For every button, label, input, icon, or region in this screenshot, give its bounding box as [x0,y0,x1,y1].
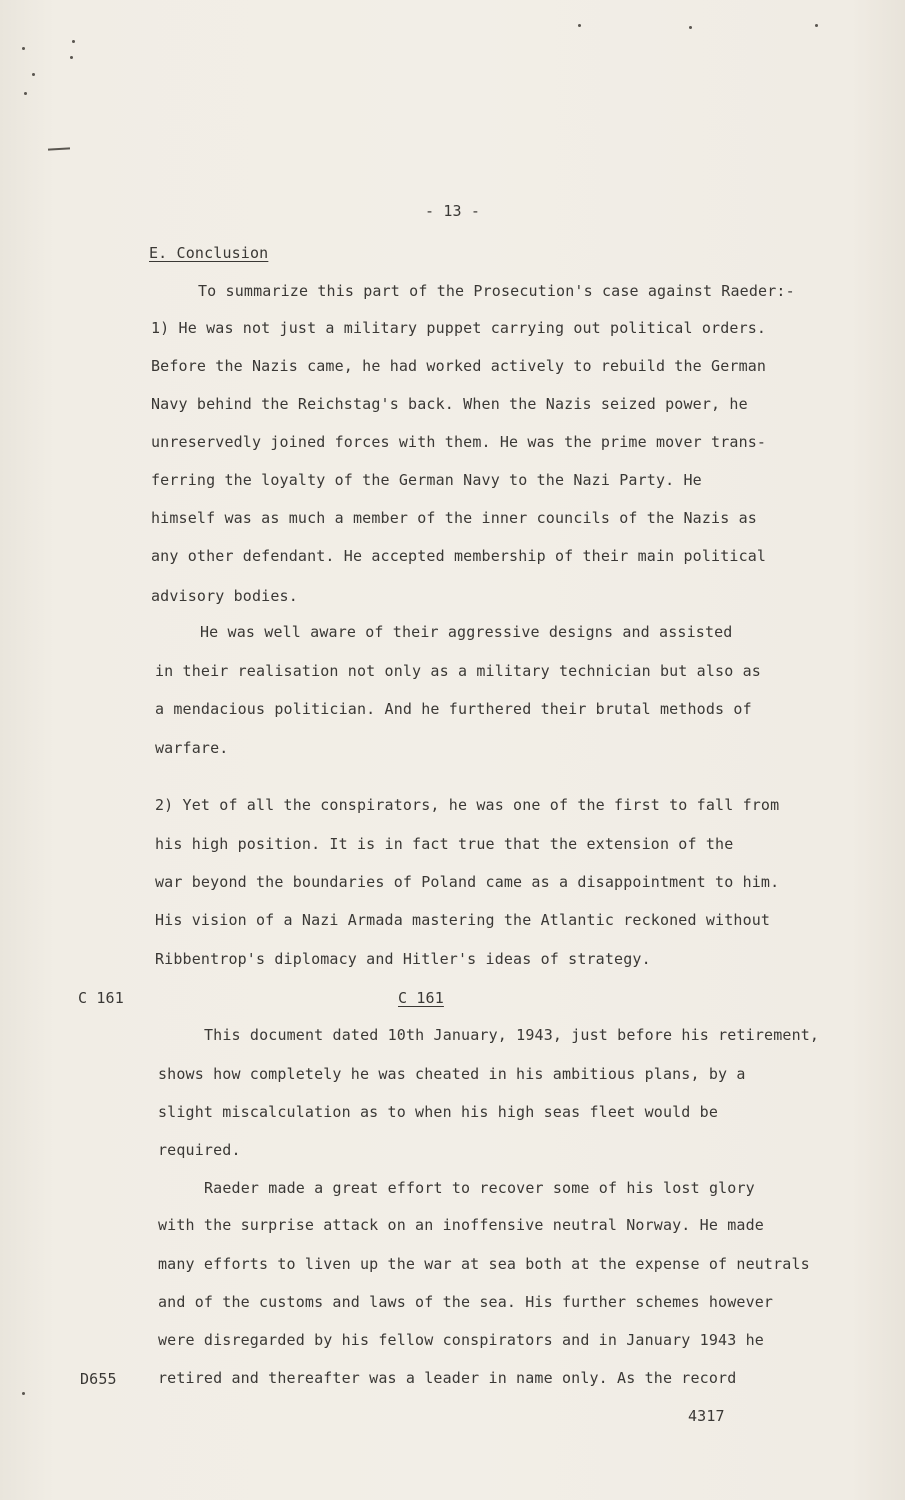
text-line: many efforts to liven up the war at sea both at the expense of neutrals [158,1255,810,1273]
speck [22,47,25,50]
text-line: advisory bodies. [151,587,298,605]
text-line: shows how completely he was cheated in his ambitious plans, by a [158,1065,746,1083]
footer-number: 4317 [688,1407,725,1425]
text-line: He was well aware of their aggressive designs and assisted [200,623,733,641]
text-line: warfare. [155,739,229,757]
speck [578,24,581,27]
page-number: - 13 - [424,202,481,220]
text-line: 1) He was not just a military puppet carrying out political orders. [151,319,767,337]
section-heading: E. Conclusion [149,244,269,262]
text-line: Raeder made a great effort to recover some of his lost glory [204,1179,755,1197]
speck [22,1392,25,1395]
speck [72,40,75,43]
text-line: required. [158,1141,241,1159]
text-line: and of the customs and laws of the sea. His further schemes however [158,1293,774,1311]
text-line: Navy behind the Reichstag's back. When the Nazis seized power, he [151,395,748,413]
text-line: 2) Yet of all the conspirators, he was one of the first to fall from [155,796,780,814]
text-line: Ribbentrop's diplomacy and Hitler's ideas of strategy. [155,950,651,968]
text-line: a mendacious politician. And he furthered their brutal methods of [155,700,752,718]
speck [689,26,692,29]
text-line: his high position. It is in fact true that the extension of the [155,835,734,853]
text-line: This document dated 10th January, 1943, just before his retirement, [204,1026,820,1044]
pen-mark [48,147,70,150]
text-line: His vision of a Nazi Armada mastering the Atlantic reckoned without [155,911,771,929]
text-line: retired and thereafter was a leader in name only. As the record [158,1369,737,1387]
speck [815,24,818,27]
speck [24,92,27,95]
speck [70,56,73,59]
text-line: in their realisation not only as a military technician but also as [155,662,761,680]
margin-note: D655 [80,1370,117,1388]
document-reference: C 161 [398,989,444,1007]
margin-note: C 161 [78,989,124,1007]
text-line: unreservedly joined forces with them. He was the prime mover trans- [151,433,767,451]
text-line: To summarize this part of the Prosecution's case against Raeder:- [198,282,795,300]
text-line: any other defendant. He accepted membership of their main political [151,547,767,565]
speck [32,73,35,76]
text-line: were disregarded by his fellow conspirators and in January 1943 he [158,1331,764,1349]
text-line: ferring the loyalty of the German Navy to the Nazi Party. He [151,471,702,489]
text-line: himself was as much a member of the inner councils of the Nazis as [151,509,757,527]
text-line: with the surprise attack on an inoffensive neutral Norway. He made [158,1216,764,1234]
text-line: slight miscalculation as to when his high seas fleet would be [158,1103,719,1121]
text-line: Before the Nazis came, he had worked actively to rebuild the German [151,357,767,375]
text-line: war beyond the boundaries of Poland came as a disappointment to him. [155,873,780,891]
